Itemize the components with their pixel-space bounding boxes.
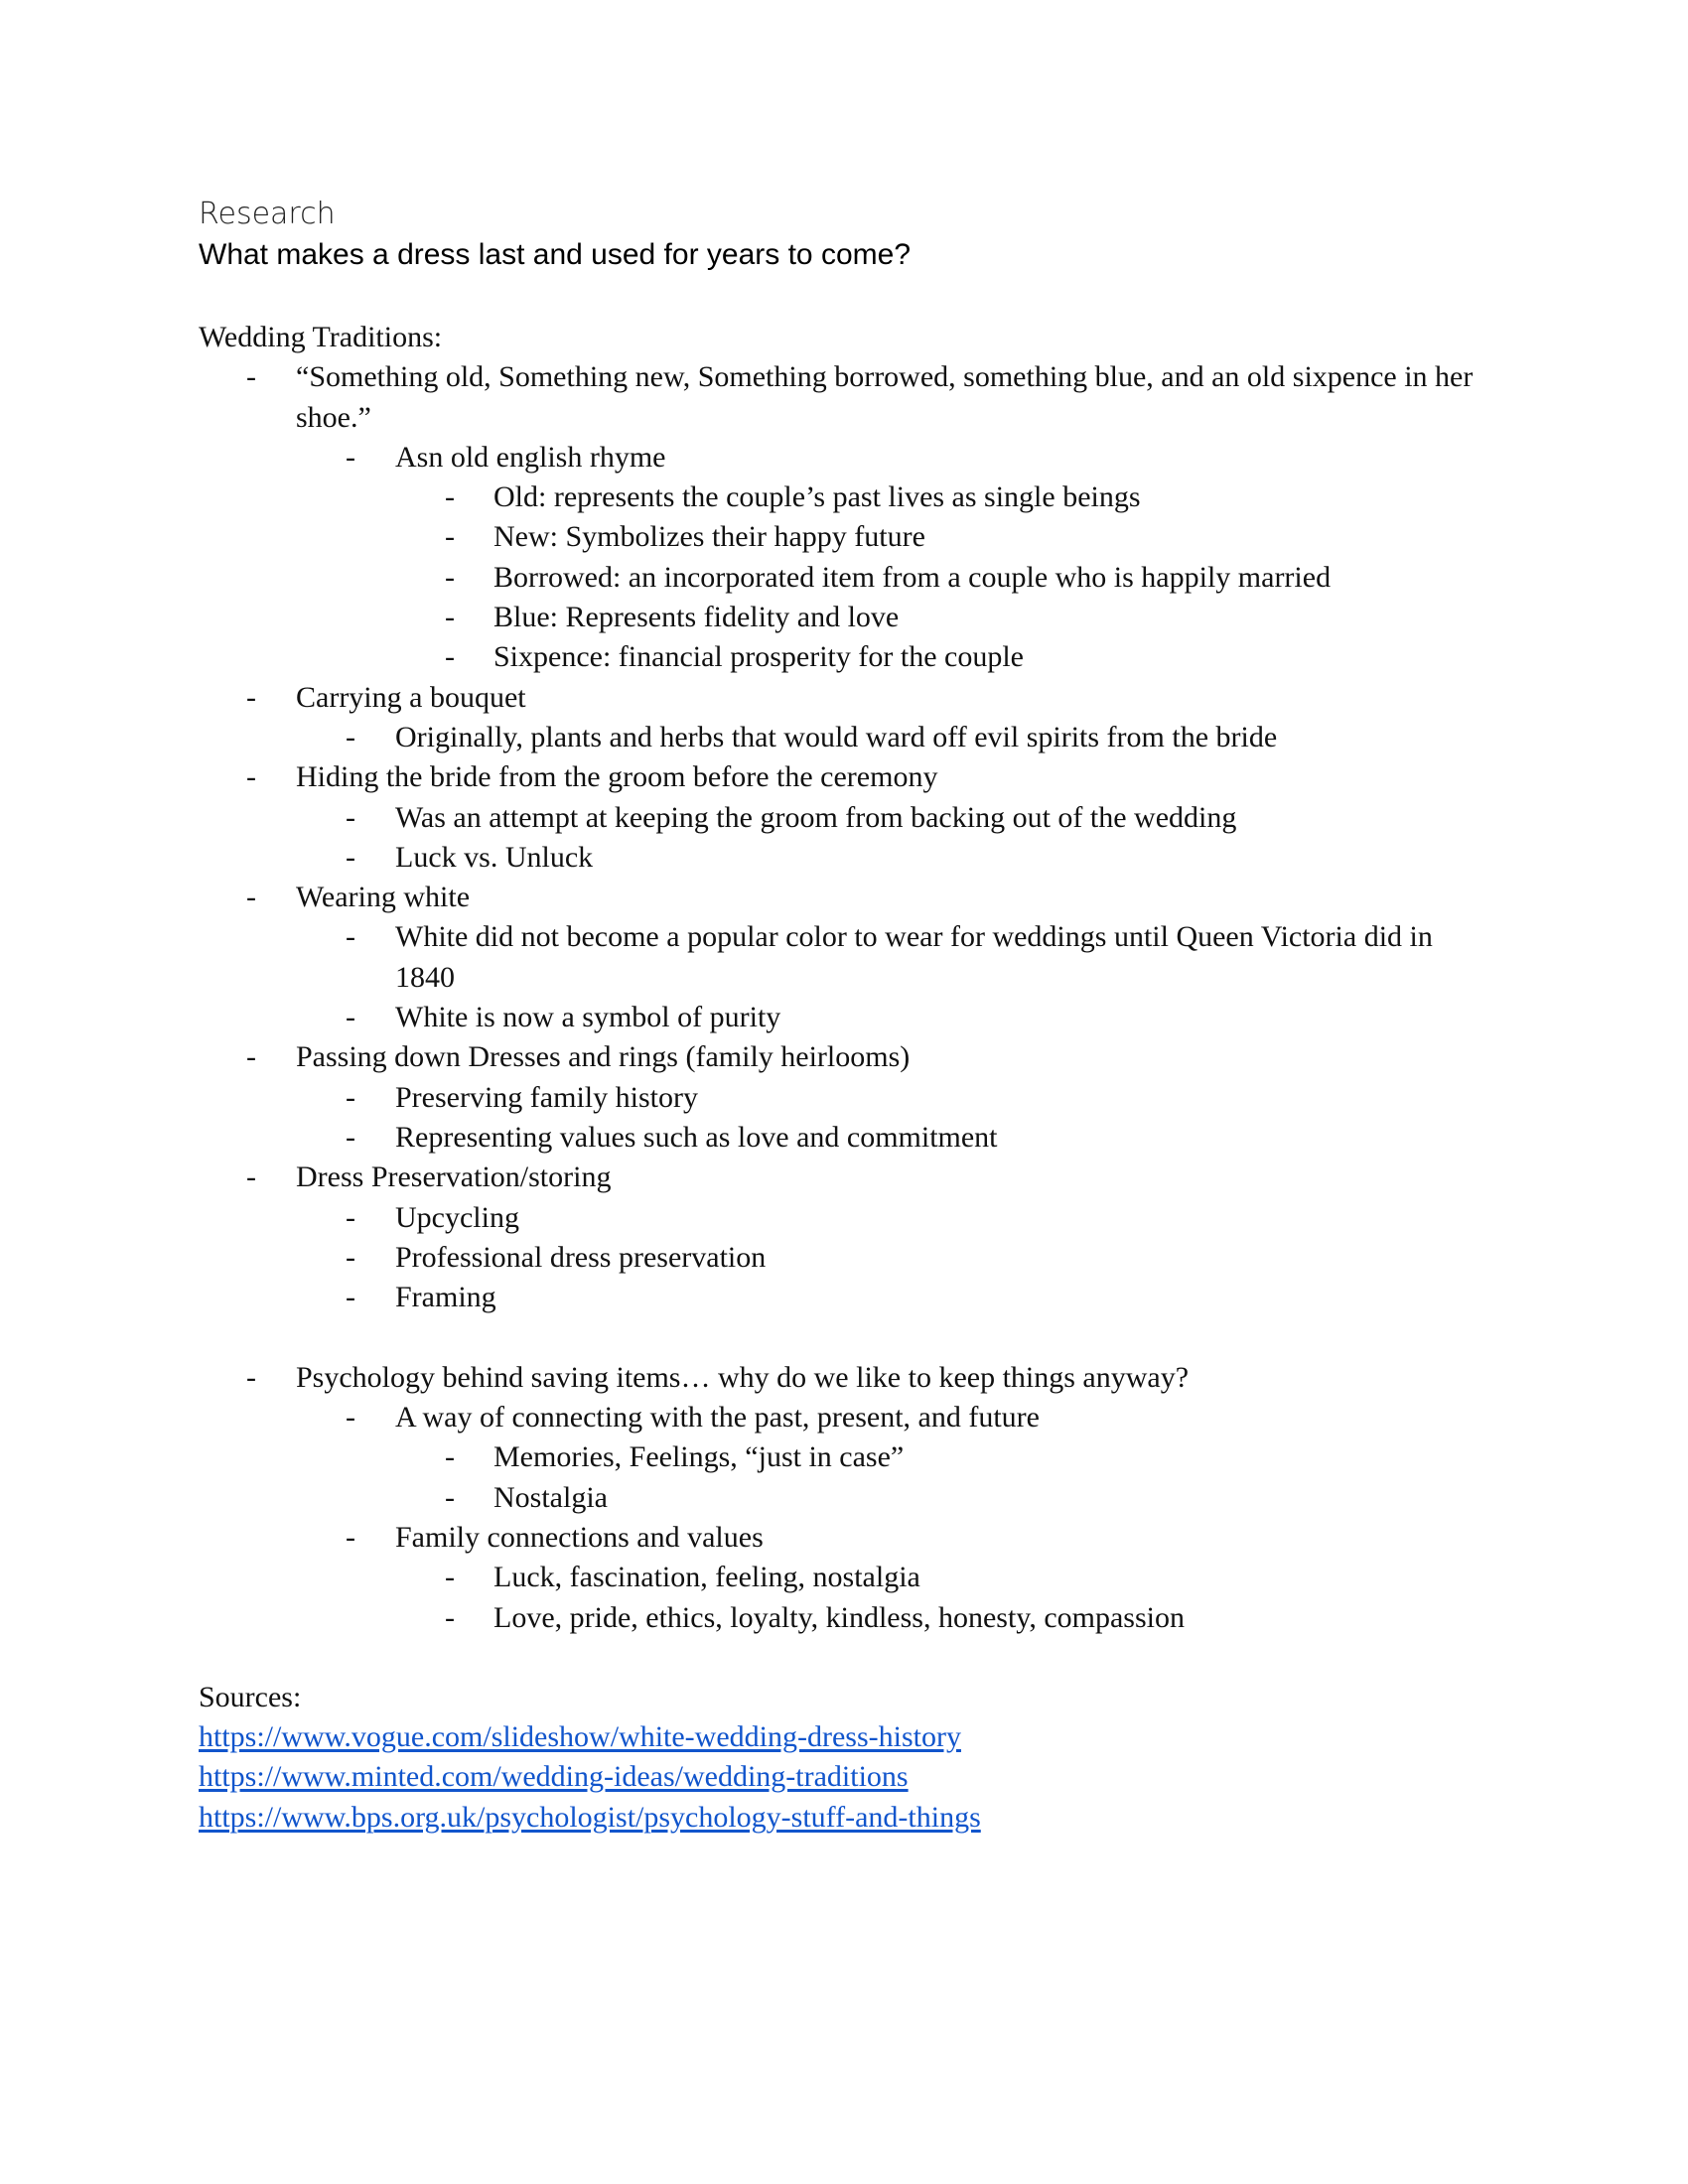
list-item-text: Luck, fascination, feeling, nostalgia xyxy=(493,1561,920,1594)
dash-marker: - xyxy=(346,1281,355,1314)
list-item-text: Family connections and values xyxy=(395,1520,764,1554)
list-item xyxy=(199,357,1489,438)
source-link-vogue[interactable]: https://www.vogue.com/slideshow/white-wedding-dress-history xyxy=(199,1720,961,1754)
section-title: Wedding Traditions: xyxy=(199,321,443,353)
dash-marker: - xyxy=(246,1040,256,1074)
dash-marker: - xyxy=(445,520,455,554)
list-item-text: Upcycling xyxy=(395,1200,519,1234)
list-item xyxy=(199,1078,1489,1118)
list-item-text: Dress Preservation/storing xyxy=(296,1160,612,1194)
list-item xyxy=(199,517,1489,557)
list-item-text: Old: represents the couple’s past lives as single beings xyxy=(493,480,1141,514)
research-label: Research xyxy=(199,197,336,231)
dash-marker: - xyxy=(346,440,355,474)
dash-marker: - xyxy=(445,601,455,634)
list-item-text: Asn old english rhyme xyxy=(395,440,666,474)
list-item xyxy=(199,1238,1489,1278)
list-item-text: Framing xyxy=(395,1281,496,1314)
list-item xyxy=(199,558,1489,598)
list-item-text: Passing down Dresses and rings (family heirlooms) xyxy=(296,1040,911,1074)
list-item xyxy=(199,1478,1489,1518)
dash-marker: - xyxy=(346,1080,355,1114)
list-item-text: Was an attempt at keeping the groom from backing out of the wedding xyxy=(395,800,1237,834)
dash-marker: - xyxy=(445,1480,455,1514)
list-item xyxy=(199,838,1489,878)
list-item-text: New: Symbolizes their happy future xyxy=(493,520,925,554)
source-link-minted[interactable]: https://www.minted.com/wedding-ideas/wedding-traditions xyxy=(199,1760,909,1794)
dash-marker: - xyxy=(346,1120,355,1154)
list-item xyxy=(199,637,1489,677)
list-item-text: Preserving family history xyxy=(395,1080,698,1114)
dash-marker: - xyxy=(445,1440,455,1474)
list-item xyxy=(199,1198,1489,1238)
list-item-text: Luck vs. Unluck xyxy=(395,840,594,874)
list-item xyxy=(199,1398,1489,1437)
list-item xyxy=(199,718,1489,757)
list-item-text: Blue: Represents fidelity and love xyxy=(493,601,900,634)
list-item xyxy=(199,917,1489,998)
list-item xyxy=(199,1278,1489,1317)
dash-marker: - xyxy=(346,1001,355,1034)
dash-marker: - xyxy=(346,1520,355,1554)
dash-marker: - xyxy=(246,881,256,914)
list-item xyxy=(199,1518,1489,1558)
dash-marker: - xyxy=(445,1600,455,1634)
dash-marker: - xyxy=(246,680,256,714)
list-item xyxy=(199,757,1489,797)
dash-marker: - xyxy=(346,1200,355,1234)
dash-marker: - xyxy=(346,840,355,874)
list-item-text: Representing values such as love and commitment xyxy=(395,1120,998,1154)
list-item xyxy=(199,1118,1489,1158)
dash-marker: - xyxy=(346,920,355,954)
dash-marker: - xyxy=(246,1160,256,1194)
list-item-text: A way of connecting with the past, present, and future xyxy=(395,1401,1040,1434)
dash-marker: - xyxy=(246,1360,256,1394)
source-link-bps[interactable]: https://www.bps.org.uk/psychologist/psychology-stuff-and-things xyxy=(199,1800,981,1834)
document-body xyxy=(199,318,1489,1838)
list-item xyxy=(199,798,1489,838)
list-item xyxy=(199,598,1489,637)
list-item xyxy=(199,878,1489,917)
list-item-text: White did not become a popular color to wear for weddings until Queen Victoria did in 1840 xyxy=(395,920,1433,994)
list-item-text: Professional dress preservation xyxy=(395,1240,767,1274)
list-item xyxy=(199,438,1489,478)
list-item-text: Carrying a bouquet xyxy=(296,680,526,714)
list-item xyxy=(199,1598,1489,1638)
list-item-text: “Something old, Something new, Something borrowed, something blue, and an old sixpence in her shoe.” xyxy=(296,360,1474,434)
list-item xyxy=(199,1437,1489,1477)
list-item xyxy=(199,1037,1489,1077)
list-item-text: Borrowed: an incorporated item from a couple who is happily married xyxy=(493,560,1332,594)
dash-marker: - xyxy=(445,640,455,674)
list-item xyxy=(199,478,1489,517)
dash-marker: - xyxy=(246,360,256,394)
dash-marker: - xyxy=(445,1561,455,1594)
dash-marker: - xyxy=(246,760,256,794)
dash-marker: - xyxy=(346,1240,355,1274)
dash-marker: - xyxy=(346,800,355,834)
list-item xyxy=(199,998,1489,1037)
research-question: What makes a dress last and used for years to come? xyxy=(199,238,911,271)
list-item xyxy=(199,1558,1489,1597)
dash-marker: - xyxy=(445,480,455,514)
list-item-text: Psychology behind saving items… why do we like to keep things anyway? xyxy=(296,1360,1190,1394)
list-item-text: White is now a symbol of purity xyxy=(395,1001,781,1034)
list-item-text: Sixpence: financial prosperity for the couple xyxy=(493,640,1024,674)
list-item-text: Nostalgia xyxy=(493,1480,608,1514)
list-item-text: Memories, Feelings, “just in case” xyxy=(493,1440,905,1474)
list-item-text: Love, pride, ethics, loyalty, kindless, honesty, compassion xyxy=(493,1600,1185,1634)
list-item xyxy=(199,678,1489,718)
sources-label: Sources: xyxy=(199,1680,302,1713)
list-item xyxy=(199,1158,1489,1197)
list-item-text: Hiding the bride from the groom before the ceremony xyxy=(296,760,938,794)
dash-marker: - xyxy=(346,1401,355,1434)
list-item-text: Wearing white xyxy=(296,881,471,914)
dash-marker: - xyxy=(445,560,455,594)
list-item-text: Originally, plants and herbs that would ward off evil spirits from the bride xyxy=(395,720,1278,753)
list-item xyxy=(199,1358,1489,1398)
blank-line xyxy=(199,1317,1489,1357)
dash-marker: - xyxy=(346,720,355,753)
